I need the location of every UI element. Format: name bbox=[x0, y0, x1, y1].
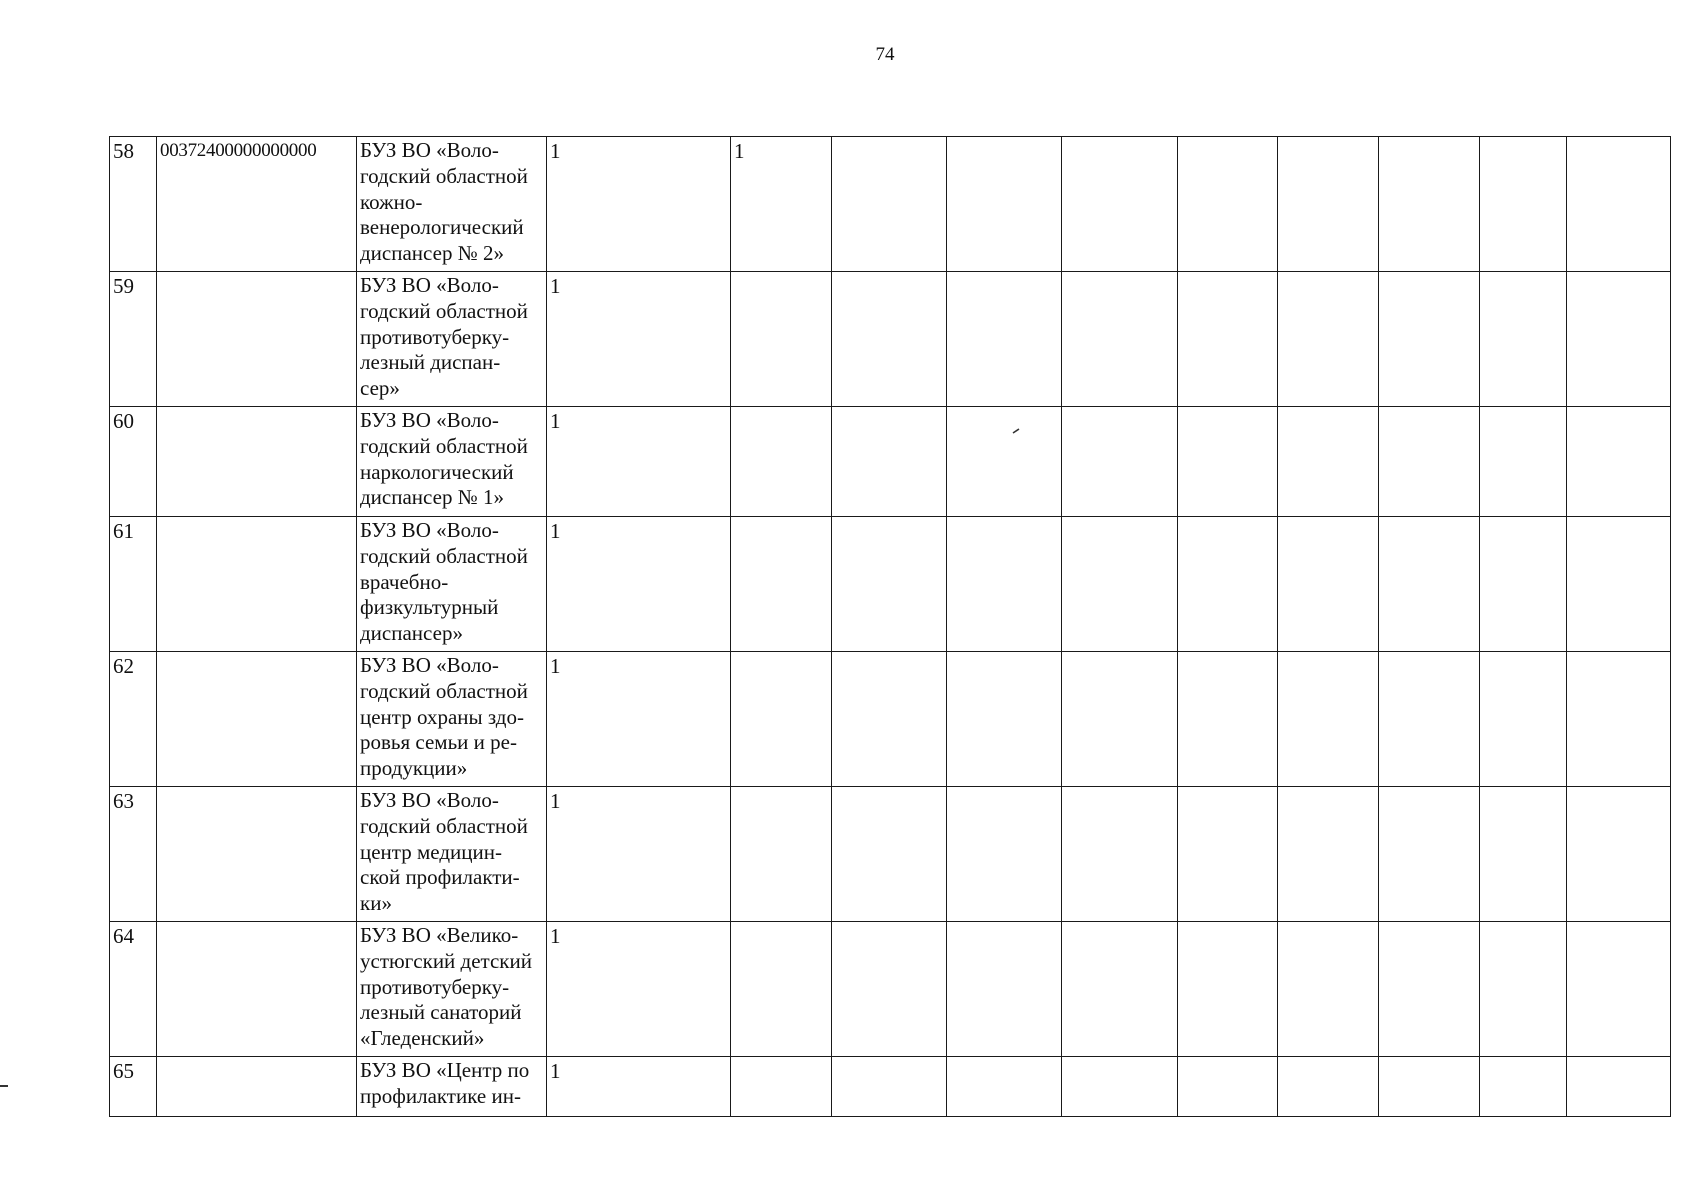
empty-cell bbox=[947, 922, 1062, 1057]
empty-cell bbox=[1278, 922, 1379, 1057]
empty-cell bbox=[1062, 1057, 1178, 1117]
empty-cell bbox=[1567, 517, 1671, 652]
empty-cell bbox=[1062, 407, 1178, 517]
org-code-cell bbox=[157, 1057, 357, 1117]
empty-cell bbox=[1480, 922, 1567, 1057]
empty-cell bbox=[1278, 137, 1379, 272]
empty-cell bbox=[1062, 922, 1178, 1057]
value-cell bbox=[731, 1057, 832, 1117]
org-code-cell bbox=[157, 652, 357, 787]
row-number-cell: 61 bbox=[110, 517, 157, 652]
value-cell: 1 bbox=[547, 1057, 731, 1117]
org-code-cell bbox=[157, 787, 357, 922]
empty-cell bbox=[1178, 517, 1278, 652]
row-number-cell: 63 bbox=[110, 787, 157, 922]
empty-cell bbox=[1278, 407, 1379, 517]
empty-cell bbox=[1567, 787, 1671, 922]
org-code-cell: 00372400000000000 bbox=[157, 137, 357, 272]
empty-cell bbox=[1379, 137, 1480, 272]
org-name-cell: БУЗ ВО «Воло- годский областной кожно- венерологический диспансер № 2» bbox=[357, 137, 547, 272]
org-code-cell bbox=[157, 407, 357, 517]
empty-cell bbox=[1062, 272, 1178, 407]
value-cell: 1 bbox=[547, 407, 731, 517]
table-body bbox=[110, 137, 1671, 1117]
empty-cell bbox=[832, 137, 947, 272]
empty-cell bbox=[1178, 272, 1278, 407]
empty-cell bbox=[1480, 517, 1567, 652]
empty-cell bbox=[1062, 517, 1178, 652]
empty-cell bbox=[947, 652, 1062, 787]
row-number-cell: 64 bbox=[110, 922, 157, 1057]
empty-cell bbox=[832, 517, 947, 652]
empty-cell bbox=[1480, 787, 1567, 922]
empty-cell bbox=[947, 1057, 1062, 1117]
table-row bbox=[110, 787, 1671, 922]
value-cell: 1 bbox=[547, 272, 731, 407]
empty-cell bbox=[1379, 787, 1480, 922]
table-row bbox=[110, 922, 1671, 1057]
value-cell: 1 bbox=[547, 787, 731, 922]
empty-cell bbox=[1062, 137, 1178, 272]
row-number-cell: 60 bbox=[110, 407, 157, 517]
table-row bbox=[110, 272, 1671, 407]
org-name-cell: БУЗ ВО «Воло- годский областной наркологический диспансер № 1» bbox=[357, 407, 547, 517]
empty-cell bbox=[1379, 1057, 1480, 1117]
registry-table bbox=[109, 136, 1671, 1117]
value-cell: 1 bbox=[547, 137, 731, 272]
margin-mark bbox=[0, 1085, 8, 1087]
value-cell: 1 bbox=[547, 922, 731, 1057]
empty-cell bbox=[1178, 652, 1278, 787]
value-cell: 1 bbox=[547, 652, 731, 787]
empty-cell bbox=[1278, 517, 1379, 652]
empty-cell bbox=[1278, 1057, 1379, 1117]
value-cell bbox=[731, 272, 832, 407]
empty-cell bbox=[1480, 407, 1567, 517]
empty-cell bbox=[1567, 1057, 1671, 1117]
empty-cell bbox=[1480, 137, 1567, 272]
value-cell bbox=[731, 922, 832, 1057]
empty-cell bbox=[1567, 652, 1671, 787]
empty-cell bbox=[1178, 922, 1278, 1057]
org-name-cell: БУЗ ВО «Воло- годский областной центр охраны здо- ровья семьи и ре- продукции» bbox=[357, 652, 547, 787]
org-code-cell bbox=[157, 517, 357, 652]
empty-cell bbox=[1379, 517, 1480, 652]
empty-cell bbox=[947, 137, 1062, 272]
table-row bbox=[110, 137, 1671, 272]
value-cell: 1 bbox=[731, 137, 832, 272]
empty-cell bbox=[832, 272, 947, 407]
row-number-cell: 65 bbox=[110, 1057, 157, 1117]
org-name-cell: БУЗ ВО «Центр по профилактике ин- bbox=[357, 1057, 547, 1117]
empty-cell bbox=[947, 407, 1062, 517]
org-name-cell: БУЗ ВО «Воло- годский областной врачебно- физкультурный диспансер» bbox=[357, 517, 547, 652]
empty-cell bbox=[1278, 787, 1379, 922]
table-row bbox=[110, 652, 1671, 787]
empty-cell bbox=[1062, 787, 1178, 922]
org-name-cell: БУЗ ВО «Воло- годский областной противотуберку- лезный диспан- сер» bbox=[357, 272, 547, 407]
value-cell bbox=[731, 517, 832, 652]
table-row bbox=[110, 1057, 1671, 1117]
empty-cell bbox=[1480, 652, 1567, 787]
empty-cell bbox=[1567, 272, 1671, 407]
empty-cell bbox=[1379, 272, 1480, 407]
empty-cell bbox=[1278, 652, 1379, 787]
empty-cell bbox=[1567, 407, 1671, 517]
empty-cell bbox=[1567, 137, 1671, 272]
empty-cell bbox=[832, 407, 947, 517]
table-row bbox=[110, 517, 1671, 652]
empty-cell bbox=[1480, 1057, 1567, 1117]
empty-cell bbox=[1178, 787, 1278, 922]
empty-cell bbox=[832, 1057, 947, 1117]
empty-cell bbox=[1379, 922, 1480, 1057]
value-cell bbox=[731, 407, 832, 517]
empty-cell bbox=[1178, 407, 1278, 517]
empty-cell bbox=[1379, 652, 1480, 787]
empty-cell bbox=[1379, 407, 1480, 517]
value-cell bbox=[731, 652, 832, 787]
value-cell: 1 bbox=[547, 517, 731, 652]
value-cell bbox=[731, 787, 832, 922]
row-number-cell: 62 bbox=[110, 652, 157, 787]
org-name-cell: БУЗ ВО «Воло- годский областной центр медицин- ской профилакти- ки» bbox=[357, 787, 547, 922]
empty-cell bbox=[1480, 272, 1567, 407]
org-name-cell: БУЗ ВО «Велико- устюгский детский противотуберку- лезный санаторий «Гледенский» bbox=[357, 922, 547, 1057]
empty-cell bbox=[1278, 272, 1379, 407]
org-code-cell bbox=[157, 922, 357, 1057]
empty-cell bbox=[1178, 137, 1278, 272]
page-number: 74 bbox=[875, 44, 895, 65]
empty-cell bbox=[947, 787, 1062, 922]
empty-cell bbox=[1567, 922, 1671, 1057]
empty-cell bbox=[832, 787, 947, 922]
row-number-cell: 58 bbox=[110, 137, 157, 272]
empty-cell bbox=[1062, 652, 1178, 787]
empty-cell bbox=[947, 272, 1062, 407]
empty-cell bbox=[947, 517, 1062, 652]
empty-cell bbox=[832, 652, 947, 787]
org-code-cell bbox=[157, 272, 357, 407]
empty-cell bbox=[832, 922, 947, 1057]
empty-cell bbox=[1178, 1057, 1278, 1117]
table-row bbox=[110, 407, 1671, 517]
row-number-cell: 59 bbox=[110, 272, 157, 407]
